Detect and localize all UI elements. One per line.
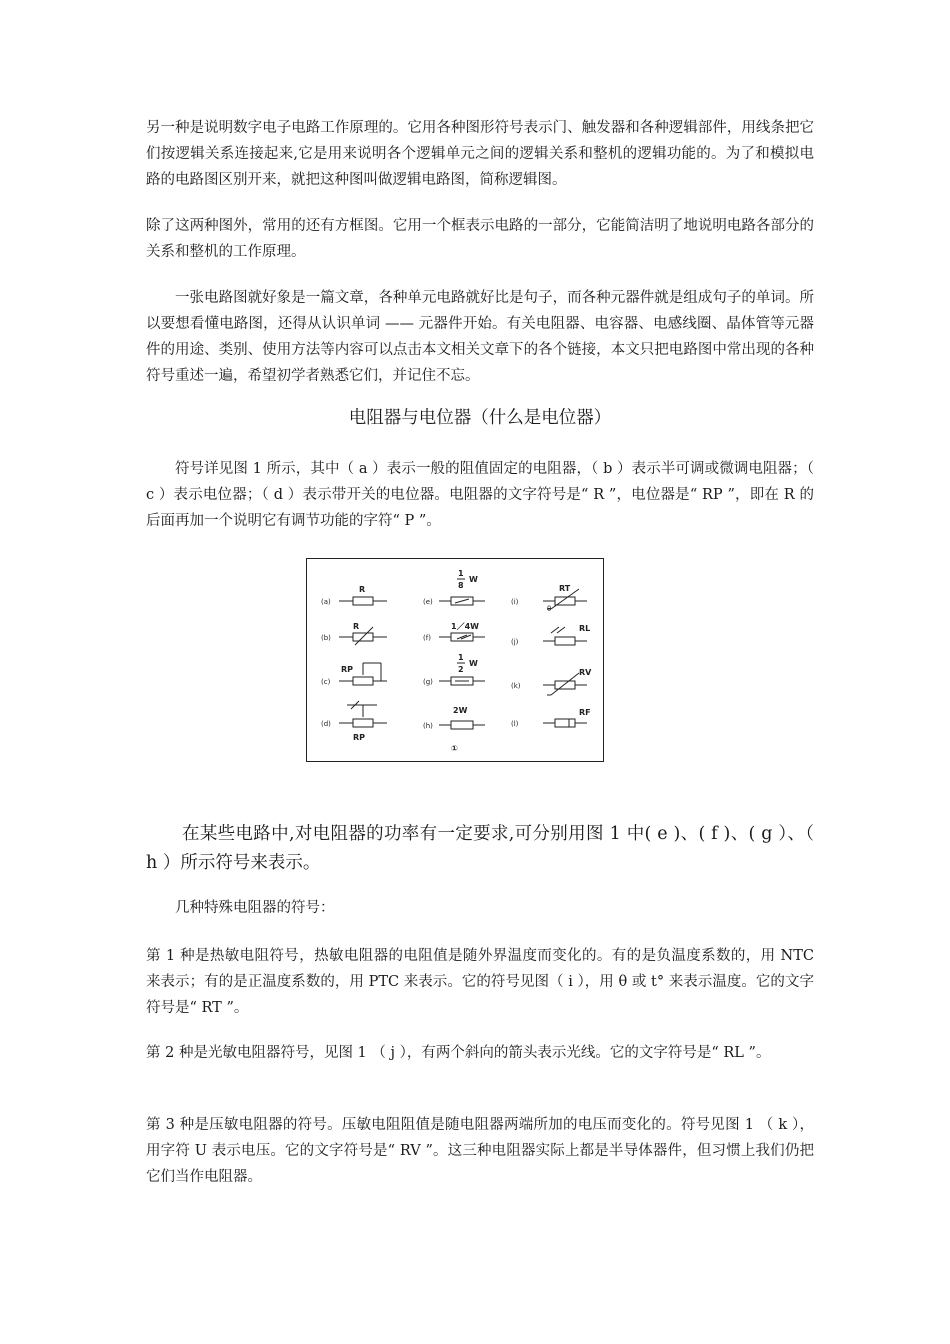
text-theta: θ (547, 605, 552, 613)
text-w-e-den: 8 (458, 581, 464, 590)
text-w-h: 2W (453, 706, 468, 715)
text-r-a: R (359, 585, 366, 594)
paragraph-thermistor: 第 1 种是热敏电阻符号，热敏电阻器的电阻值是随外界温度而变化的。有的是负温度系数的，用 NTC 来表示；有的是正温度系数的，用 PTC 来表示。它的符号见图（ i ），用 θ 或 t° 来表示温度。它的文字符号是“ RT ”。 (146, 948, 814, 1016)
paragraph-resistor-symbols: 符号详见图 1 所示，其中（ a ）表示一般的阻值固定的电阻器，（ b ）表示半可调或微调电阻器；（ c ）表示电位器；（ d ）表示带开关的电位器。电阻器的文字符号是“ R ”，电位器是“ RP ”，即在 R 的后面再加一个说明它有调节功能的字符“ P ”。 (146, 461, 814, 529)
text-w-g-num: 1 (458, 653, 464, 662)
text-w-f: 1／4W (451, 622, 479, 631)
paragraph-intro: 一张电路图就好象是一篇文章，各种单元电路就好比是句子，而各种元器件就是组成句子的单词。所以要想看懂电路图，还得从认识单词 —— 元器件开始。有关电阻器、电容器、电感线圈、晶体管等元器件的用途、类别、使用方法等内容可以点击本文相关文章下的各个链接，本文只把电路图中常出现的各种符号重述一遍，希望初学者熟悉它们，并记住不忘。 (146, 290, 814, 384)
paragraph-block-diagram: 除了这两种图外，常用的还有方框图。它用一个框表示电路的一部分，它能简洁明了地说明电路各部分的关系和整机的工作原理。 (146, 218, 814, 260)
label-e: (e) (423, 598, 433, 606)
label-l: (l) (511, 720, 519, 728)
text-w-g-unit: W (469, 659, 478, 668)
section-heading: 电阻器与电位器（什么是电位器） (348, 408, 612, 428)
text-r-b: R (353, 622, 360, 631)
label-k: (k) (511, 682, 521, 690)
paragraph-photoresistor: 第 2 种是光敏电阻器符号，见图 1 （ j ），有两个斜向的箭头表示光线。它的文字符号是“ RL ”。 (146, 1045, 771, 1061)
text-rt: RT (559, 584, 571, 593)
text-rp-d: RP (353, 733, 366, 742)
text-rl: RL (579, 624, 591, 633)
label-a: (a) (321, 598, 331, 606)
text-w-e-unit: W (469, 575, 478, 584)
resistor-symbol-figure (306, 558, 604, 762)
label-i: (i) (511, 598, 519, 606)
label-c: (c) (321, 678, 331, 686)
label-f: (f) (423, 634, 431, 642)
label-d: (d) (321, 720, 331, 728)
text-rp-c: RP (341, 665, 354, 674)
label-j: (j) (511, 638, 519, 646)
label-h: (h) (423, 722, 433, 730)
text-rf: RF (579, 708, 591, 717)
paragraph-power-rating: 在某些电路中,对电阻器的功率有一定要求,可分别用图 1 中( e )、( f )、( g ）、（ h ）所示符号来表示。 (146, 824, 814, 873)
paragraph-varistor: 第 3 种是压敏电阻器的符号。压敏电阻阻值是随电阻器两端所加的电压而变化的。符号见图 1 （ k ），用字符 U 表示电压。它的文字符号是“ RV ”。这三种电阻器实际上都是半导体器件，但习惯上我们仍把它们当作电阻器。 (146, 1117, 814, 1185)
paragraph-logic-diagram: 另一种是说明数字电子电路工作原理的。它用各种图形符号表示门、触发器和各种逻辑部件，用线条把它们按逻辑关系连接起来,它是用来说明各个逻辑单元之间的逻辑关系和整机的逻辑功能的。为了和模拟电路的电路图区别开来，就把这种图叫做逻辑电路图，简称逻辑图。 (146, 120, 814, 188)
paragraph-special-resistors: 几种特殊电阻器的符号： (175, 900, 335, 916)
label-b: (b) (321, 634, 331, 642)
label-g: (g) (423, 678, 433, 686)
text-w-g-den: 2 (458, 665, 464, 674)
text-w-e-num: 1 (458, 569, 464, 578)
text-fig-num: ① (451, 744, 458, 753)
resistor-symbols-svg (307, 559, 603, 761)
text-rv: RV (579, 668, 592, 677)
